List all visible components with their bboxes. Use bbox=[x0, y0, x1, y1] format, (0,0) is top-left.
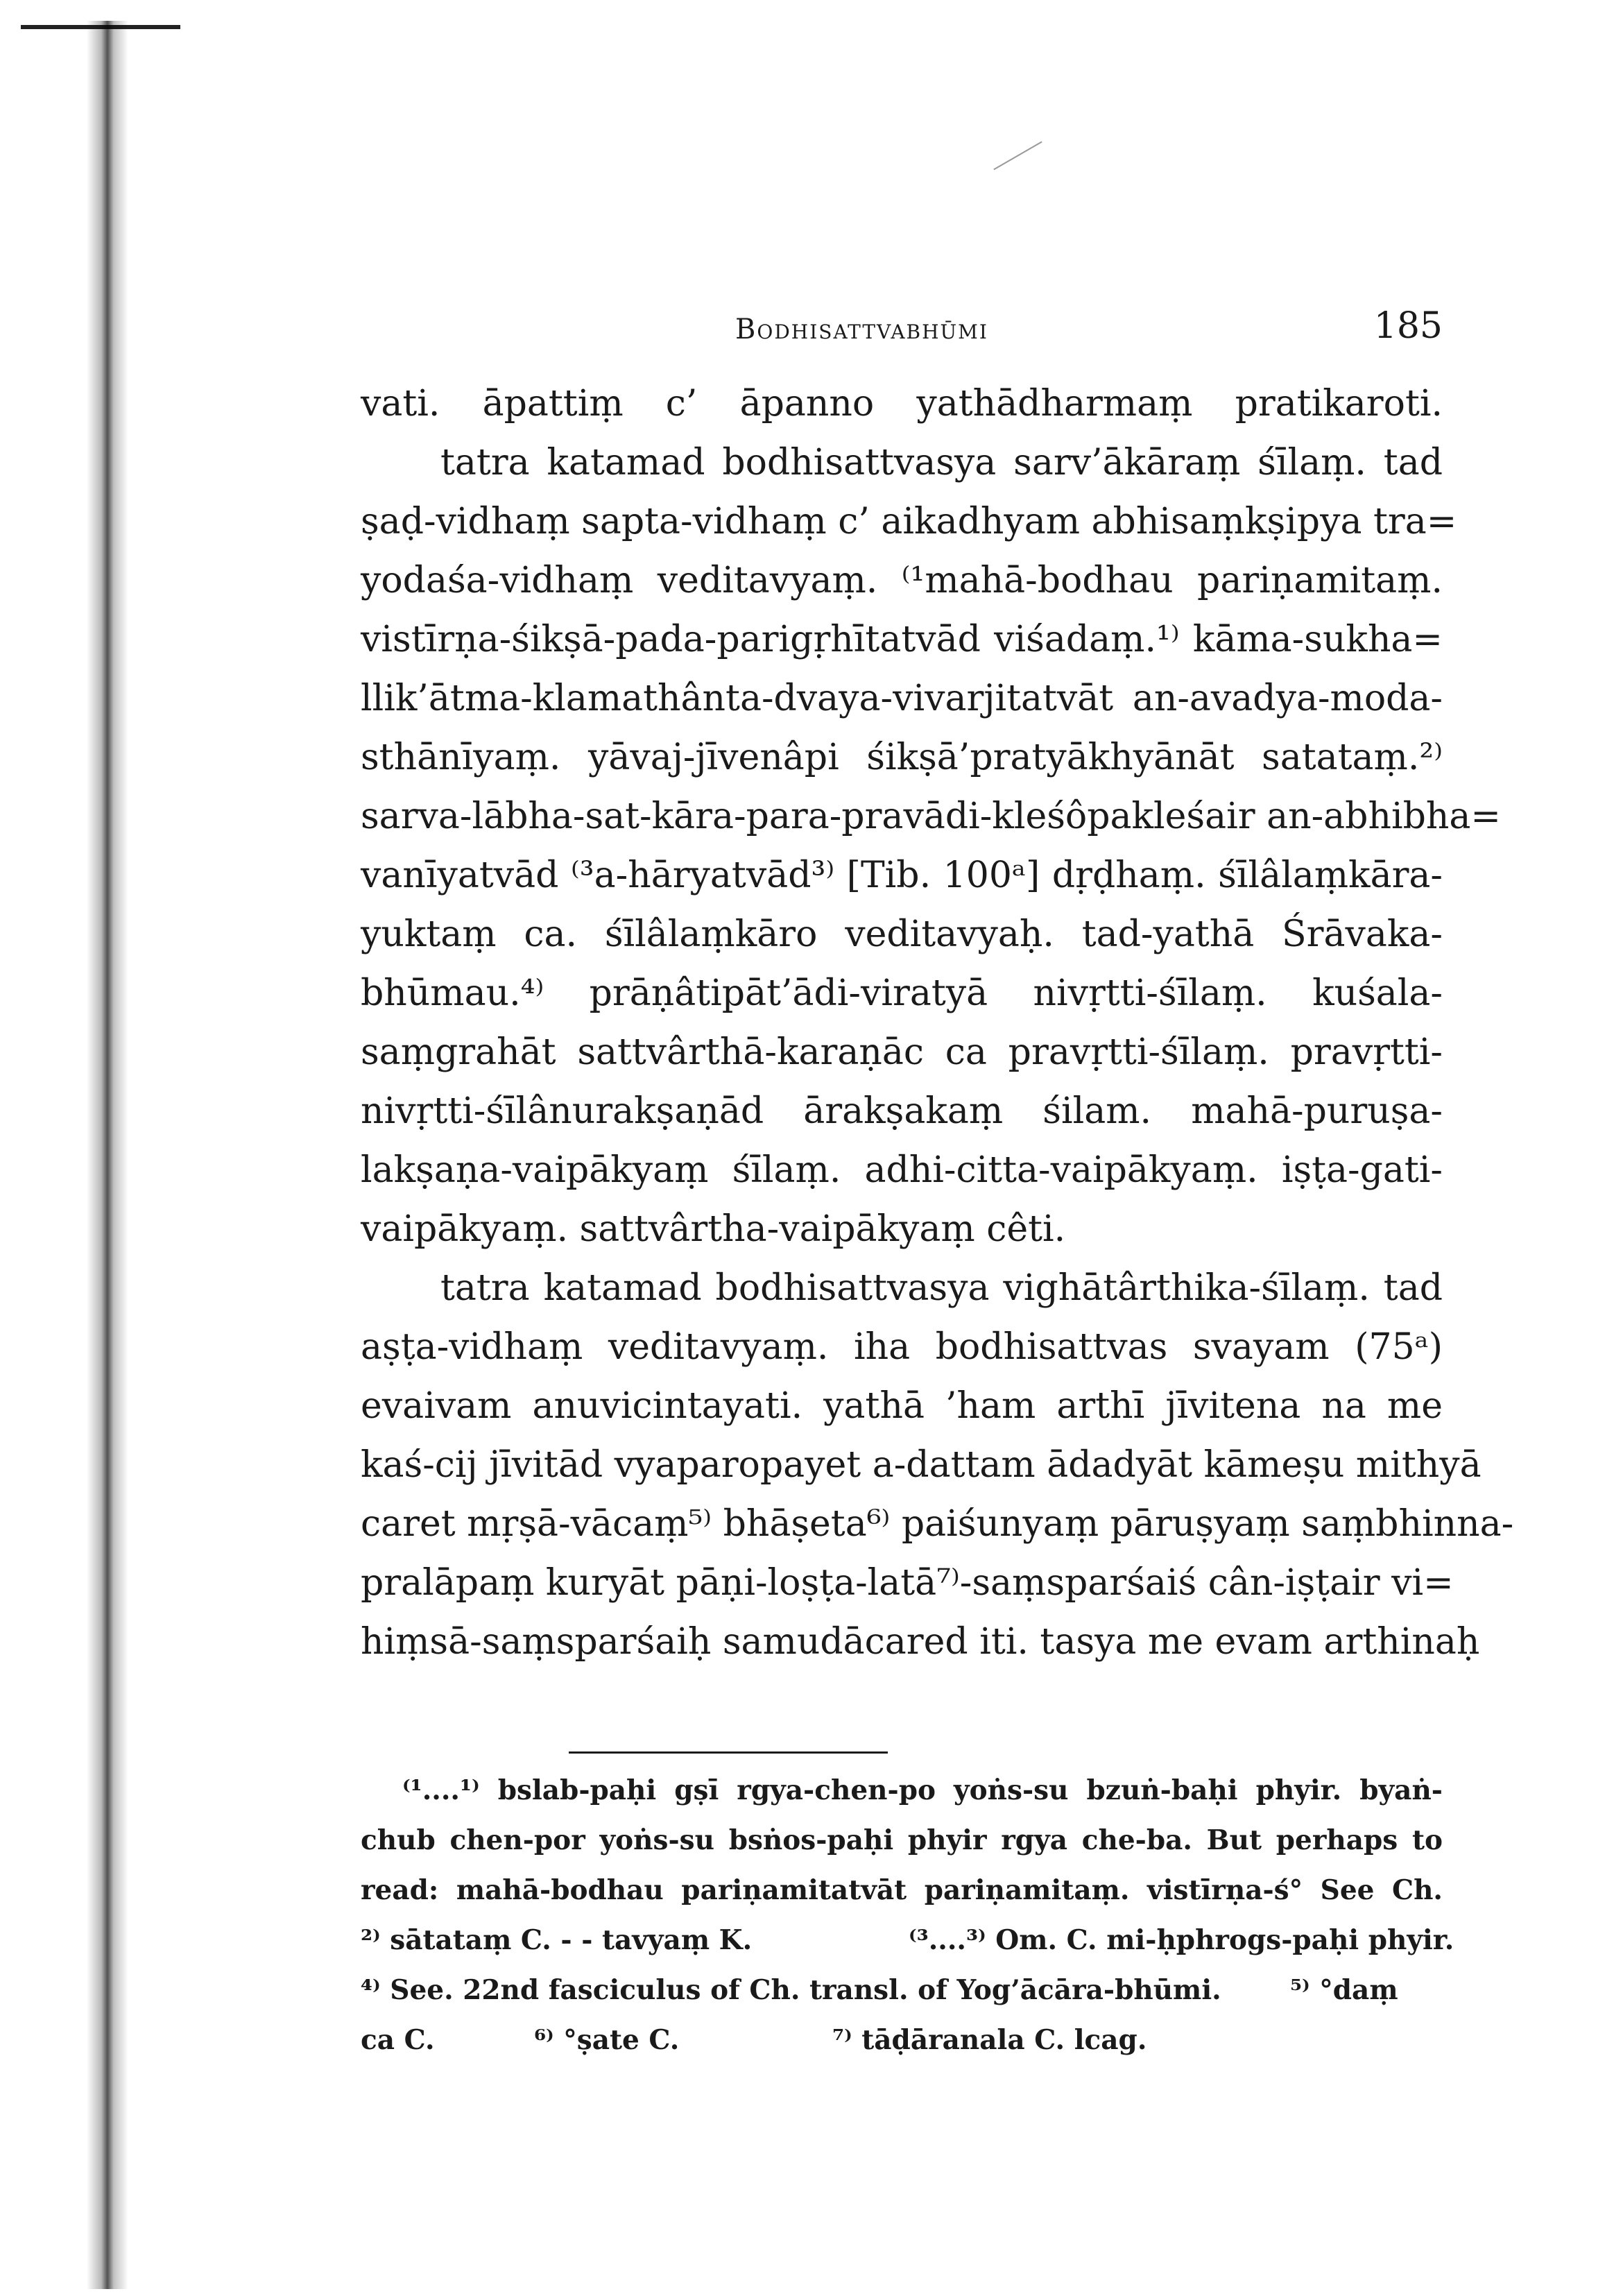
text-line: nivṛtti-śīlânurakṣaṇād ārakṣakaṃ śilam. mahā-puruṣa- bbox=[361, 1090, 1443, 1132]
page-header bbox=[347, 305, 1443, 361]
footnotes bbox=[361, 1765, 1454, 2065]
text-line: yuktaṃ ca. śīlâlaṃkāro veditavyaḥ. tad-yathā Śrāvaka- bbox=[361, 914, 1443, 955]
footnote-row bbox=[361, 1915, 1454, 1965]
footnote-divider bbox=[569, 1751, 888, 1754]
page-number: 185 bbox=[1373, 305, 1443, 347]
text-line: bhūmau.⁴⁾ prāṇâtipāt’ādi-viratyā nivṛtti-śīlaṃ. kuśala- bbox=[361, 973, 1443, 1014]
text-line: lakṣaṇa-vaipākyaṃ śīlaṃ. adhi-citta-vaipākyaṃ. iṣṭa-gati- bbox=[361, 1149, 1443, 1191]
text-line: aṣṭa-vidhaṃ veditavyaṃ. iha bodhisattvas svayam (75ᵃ) bbox=[361, 1326, 1443, 1368]
binding-shadow bbox=[87, 21, 128, 2289]
text-line: kaś-cij jīvitād vyaparopayet a-dattam ādadyāt kāmeṣu mithyā bbox=[361, 1444, 1482, 1486]
text-line: saṃgrahāt sattvârthā-karaṇāc ca pravṛtti-śīlaṃ. pravṛtti- bbox=[361, 1031, 1443, 1073]
text-line: sthānīyaṃ. yāvaj-jīvenâpi śikṣā’pratyākhyānāt satataṃ.²⁾ bbox=[361, 737, 1443, 778]
footnote-5: ⁵⁾ °daṃ bbox=[1290, 1974, 1398, 2006]
footnote-2: ²⁾ sātataṃ C. - - tavyaṃ K. bbox=[361, 1924, 753, 1956]
footnote-line: read: mahā-bodhau pariṇamitatvāt pariṇamitaṃ. vistīrṇa-ś° See Ch. bbox=[361, 1874, 1443, 1906]
text-line: pralāpaṃ kuryāt pāṇi-loṣṭa-latā⁷⁾-saṃsparśaiś cân-iṣṭair vi= bbox=[361, 1562, 1454, 1604]
text-line: tatra katamad bodhisattvasya vighātârthika-śīlaṃ. tad bbox=[440, 1267, 1443, 1309]
footnote-line: chub chen-por yoṅs-su bsṅos-paḥi phyir rgya che-ba. But perhaps to bbox=[361, 1824, 1443, 1856]
footnote-5-cont: ca C. bbox=[361, 2024, 435, 2056]
text-line: vati. āpattiṃ c’ āpanno yathādharmaṃ pratikaroti. bbox=[361, 383, 1443, 425]
footnote-row bbox=[361, 2015, 1443, 2065]
text-line: yodaśa-vidhaṃ veditavyaṃ. ⁽¹mahā-bodhau pariṇamitaṃ. bbox=[361, 560, 1443, 601]
text-line: vistīrṇa-śikṣā-pada-parigṛhītatvād viśadaṃ.¹⁾ kāma-sukha= bbox=[361, 619, 1443, 660]
text-line: sarva-lābha-sat-kāra-para-pravādi-kleśôpakleśair an-abhibha= bbox=[361, 796, 1501, 837]
text-line: vaipākyaṃ. sattvârtha-vaipākyaṃ cêti. bbox=[361, 1208, 1066, 1250]
text-line: tatra katamad bodhisattvasya sarv’ākāraṃ śīlaṃ. tad bbox=[440, 442, 1443, 483]
text-line: caret mṛṣā-vācaṃ⁵⁾ bhāṣeta⁶⁾ paiśunyaṃ pāruṣyaṃ saṃbhinna- bbox=[361, 1503, 1514, 1545]
footnote-6: ⁶⁾ °ṣate C. bbox=[534, 2024, 680, 2056]
footnote-line: ⁽¹....¹⁾ bslab-paḥi gṣī rgya-chen-po yoṅs-su bzuṅ-baḥi phyir. byaṅ- bbox=[402, 1774, 1443, 1806]
text-line: evaivam anuvicintayati. yathā ’ham arthī jīvitena na me bbox=[361, 1385, 1443, 1427]
text-line: vanīyatvād ⁽³a-hāryatvād³⁾ [Tib. 100ᵃ] dṛḍhaṃ. śīlâlaṃkāra- bbox=[361, 855, 1443, 896]
footnote-row bbox=[361, 1965, 1443, 2015]
body-text bbox=[361, 375, 1514, 1672]
running-head: Bodhisattvabhūmi bbox=[735, 314, 988, 345]
pencil-mark bbox=[993, 141, 1059, 200]
footnote-3: ⁽³....³⁾ Om. C. mi-ḥphrogs-paḥi phyir. bbox=[909, 1924, 1454, 1956]
text-line: hiṃsā-saṃsparśaiḥ samudācared iti. tasya me evam arthinaḥ bbox=[361, 1621, 1480, 1663]
footnote-4: ⁴⁾ See. 22nd fasciculus of Ch. transl. of Yog’ācāra-bhūmi. bbox=[361, 1974, 1221, 2006]
text-line: ṣaḍ-vidhaṃ sapta-vidhaṃ c’ aikadhyam abhisaṃkṣipya tra= bbox=[361, 501, 1457, 542]
footnote-7: ⁷⁾ tāḍāranala C. lcag. bbox=[832, 2024, 1147, 2056]
text-line: llik’ātma-klamathânta-dvaya-vivarjitatvāt an-avadya-moda- bbox=[361, 678, 1443, 719]
